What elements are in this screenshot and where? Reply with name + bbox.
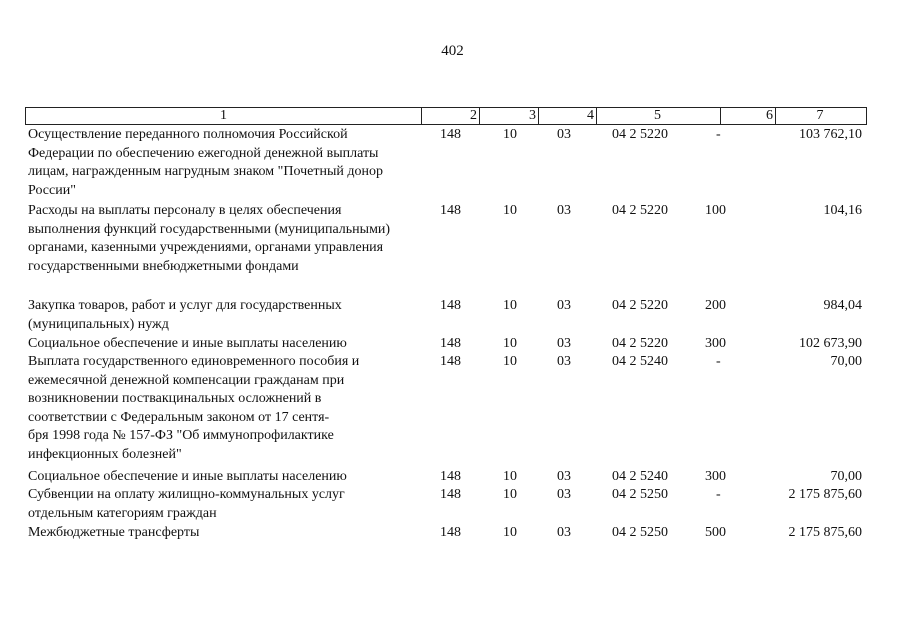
row-col-3: 10 xyxy=(503,203,517,218)
row-col-4: 03 xyxy=(557,336,571,351)
row-col-4: 03 xyxy=(557,469,571,484)
row-col-4: 03 xyxy=(557,298,571,313)
row-col-2: 148 xyxy=(440,203,461,218)
row-col-6: 300 xyxy=(705,469,726,484)
row-col-7: 70,00 xyxy=(830,354,862,369)
row-col-3: 10 xyxy=(503,354,517,369)
row-description: Закупка товаров, работ и услуг для государственных (муниципальных) нужд xyxy=(28,298,342,332)
row-col-3: 10 xyxy=(503,336,517,351)
row-col-3: 10 xyxy=(503,127,517,142)
row-col-4: 03 xyxy=(557,354,571,369)
row-col-5: 04 2 5240 xyxy=(612,354,668,369)
row-col-7: 103 762,10 xyxy=(799,127,862,142)
row-col-4: 03 xyxy=(557,127,571,142)
row-col-5: 04 2 5220 xyxy=(612,127,668,142)
header-col-3: 3 xyxy=(480,108,539,124)
table-header xyxy=(25,107,867,125)
row-col-5: 04 2 5220 xyxy=(612,203,668,218)
row-description: Осуществление переданного полномочия Российской Федерации по обеспечению ежегодной денежной выплаты лицам, награжденным нагрудным знаком "Почетный донор России" xyxy=(28,127,383,198)
row-col-6: 300 xyxy=(705,336,726,351)
row-description: Выплата государственного единовременного пособия и ежемесячной денежной компенсации гражданам при возникновении поствакцинальных осложнений в соответствии с Федеральным законом от 17 сентя- бря 1998 года № 157-ФЗ "Об иммунопрофилактике инфекционных болезней" xyxy=(28,354,360,462)
row-col-7: 70,00 xyxy=(830,469,862,484)
row-col-3: 10 xyxy=(503,469,517,484)
row-col-2: 148 xyxy=(440,525,461,540)
row-description: Межбюджетные трансферты xyxy=(28,525,200,540)
row-col-7: 104,16 xyxy=(823,203,862,218)
row-col-7: 102 673,90 xyxy=(799,336,862,351)
row-col-6: - xyxy=(716,487,721,502)
row-col-2: 148 xyxy=(440,298,461,313)
row-col-2: 148 xyxy=(440,354,461,369)
header-col-5: 5 xyxy=(597,108,721,124)
row-col-6: 500 xyxy=(705,525,726,540)
header-col-4: 4 xyxy=(539,108,597,124)
row-col-6: 100 xyxy=(705,203,726,218)
row-col-7: 984,04 xyxy=(823,298,862,313)
header-col-1: 1 xyxy=(26,108,422,124)
page-number: 402 xyxy=(441,43,464,59)
header-col-2: 2 xyxy=(422,108,480,124)
row-col-5: 04 2 5220 xyxy=(612,336,668,351)
row-col-5: 04 2 5250 xyxy=(612,525,668,540)
row-col-4: 03 xyxy=(557,487,571,502)
row-col-6: - xyxy=(716,127,721,142)
row-col-3: 10 xyxy=(503,525,517,540)
row-col-3: 10 xyxy=(503,487,517,502)
row-description: Субвенции на оплату жилищно-коммунальных услуг отдельным категориям граждан xyxy=(28,487,345,521)
row-col-5: 04 2 5250 xyxy=(612,487,668,502)
row-col-6: 200 xyxy=(705,298,726,313)
row-col-4: 03 xyxy=(557,525,571,540)
row-col-2: 148 xyxy=(440,336,461,351)
row-description: Социальное обеспечение и иные выплаты населению xyxy=(28,469,347,484)
row-col-5: 04 2 5220 xyxy=(612,298,668,313)
row-description: Расходы на выплаты персоналу в целях обеспечения выполнения функций государственными (муниципальными) органами, казенными учреждениями, органами управления государственными внебюджетными фондами xyxy=(28,203,391,274)
row-col-2: 148 xyxy=(440,469,461,484)
row-col-7: 2 175 875,60 xyxy=(788,525,862,540)
row-col-2: 148 xyxy=(440,127,461,142)
row-col-3: 10 xyxy=(503,298,517,313)
row-description: Социальное обеспечение и иные выплаты населению xyxy=(28,336,347,351)
row-col-7: 2 175 875,60 xyxy=(788,487,862,502)
row-col-6: - xyxy=(716,354,721,369)
row-col-5: 04 2 5240 xyxy=(612,469,668,484)
row-col-4: 03 xyxy=(557,203,571,218)
header-col-7: 7 xyxy=(816,108,824,123)
header-col-6: 6 xyxy=(721,108,776,124)
row-col-2: 148 xyxy=(440,487,461,502)
